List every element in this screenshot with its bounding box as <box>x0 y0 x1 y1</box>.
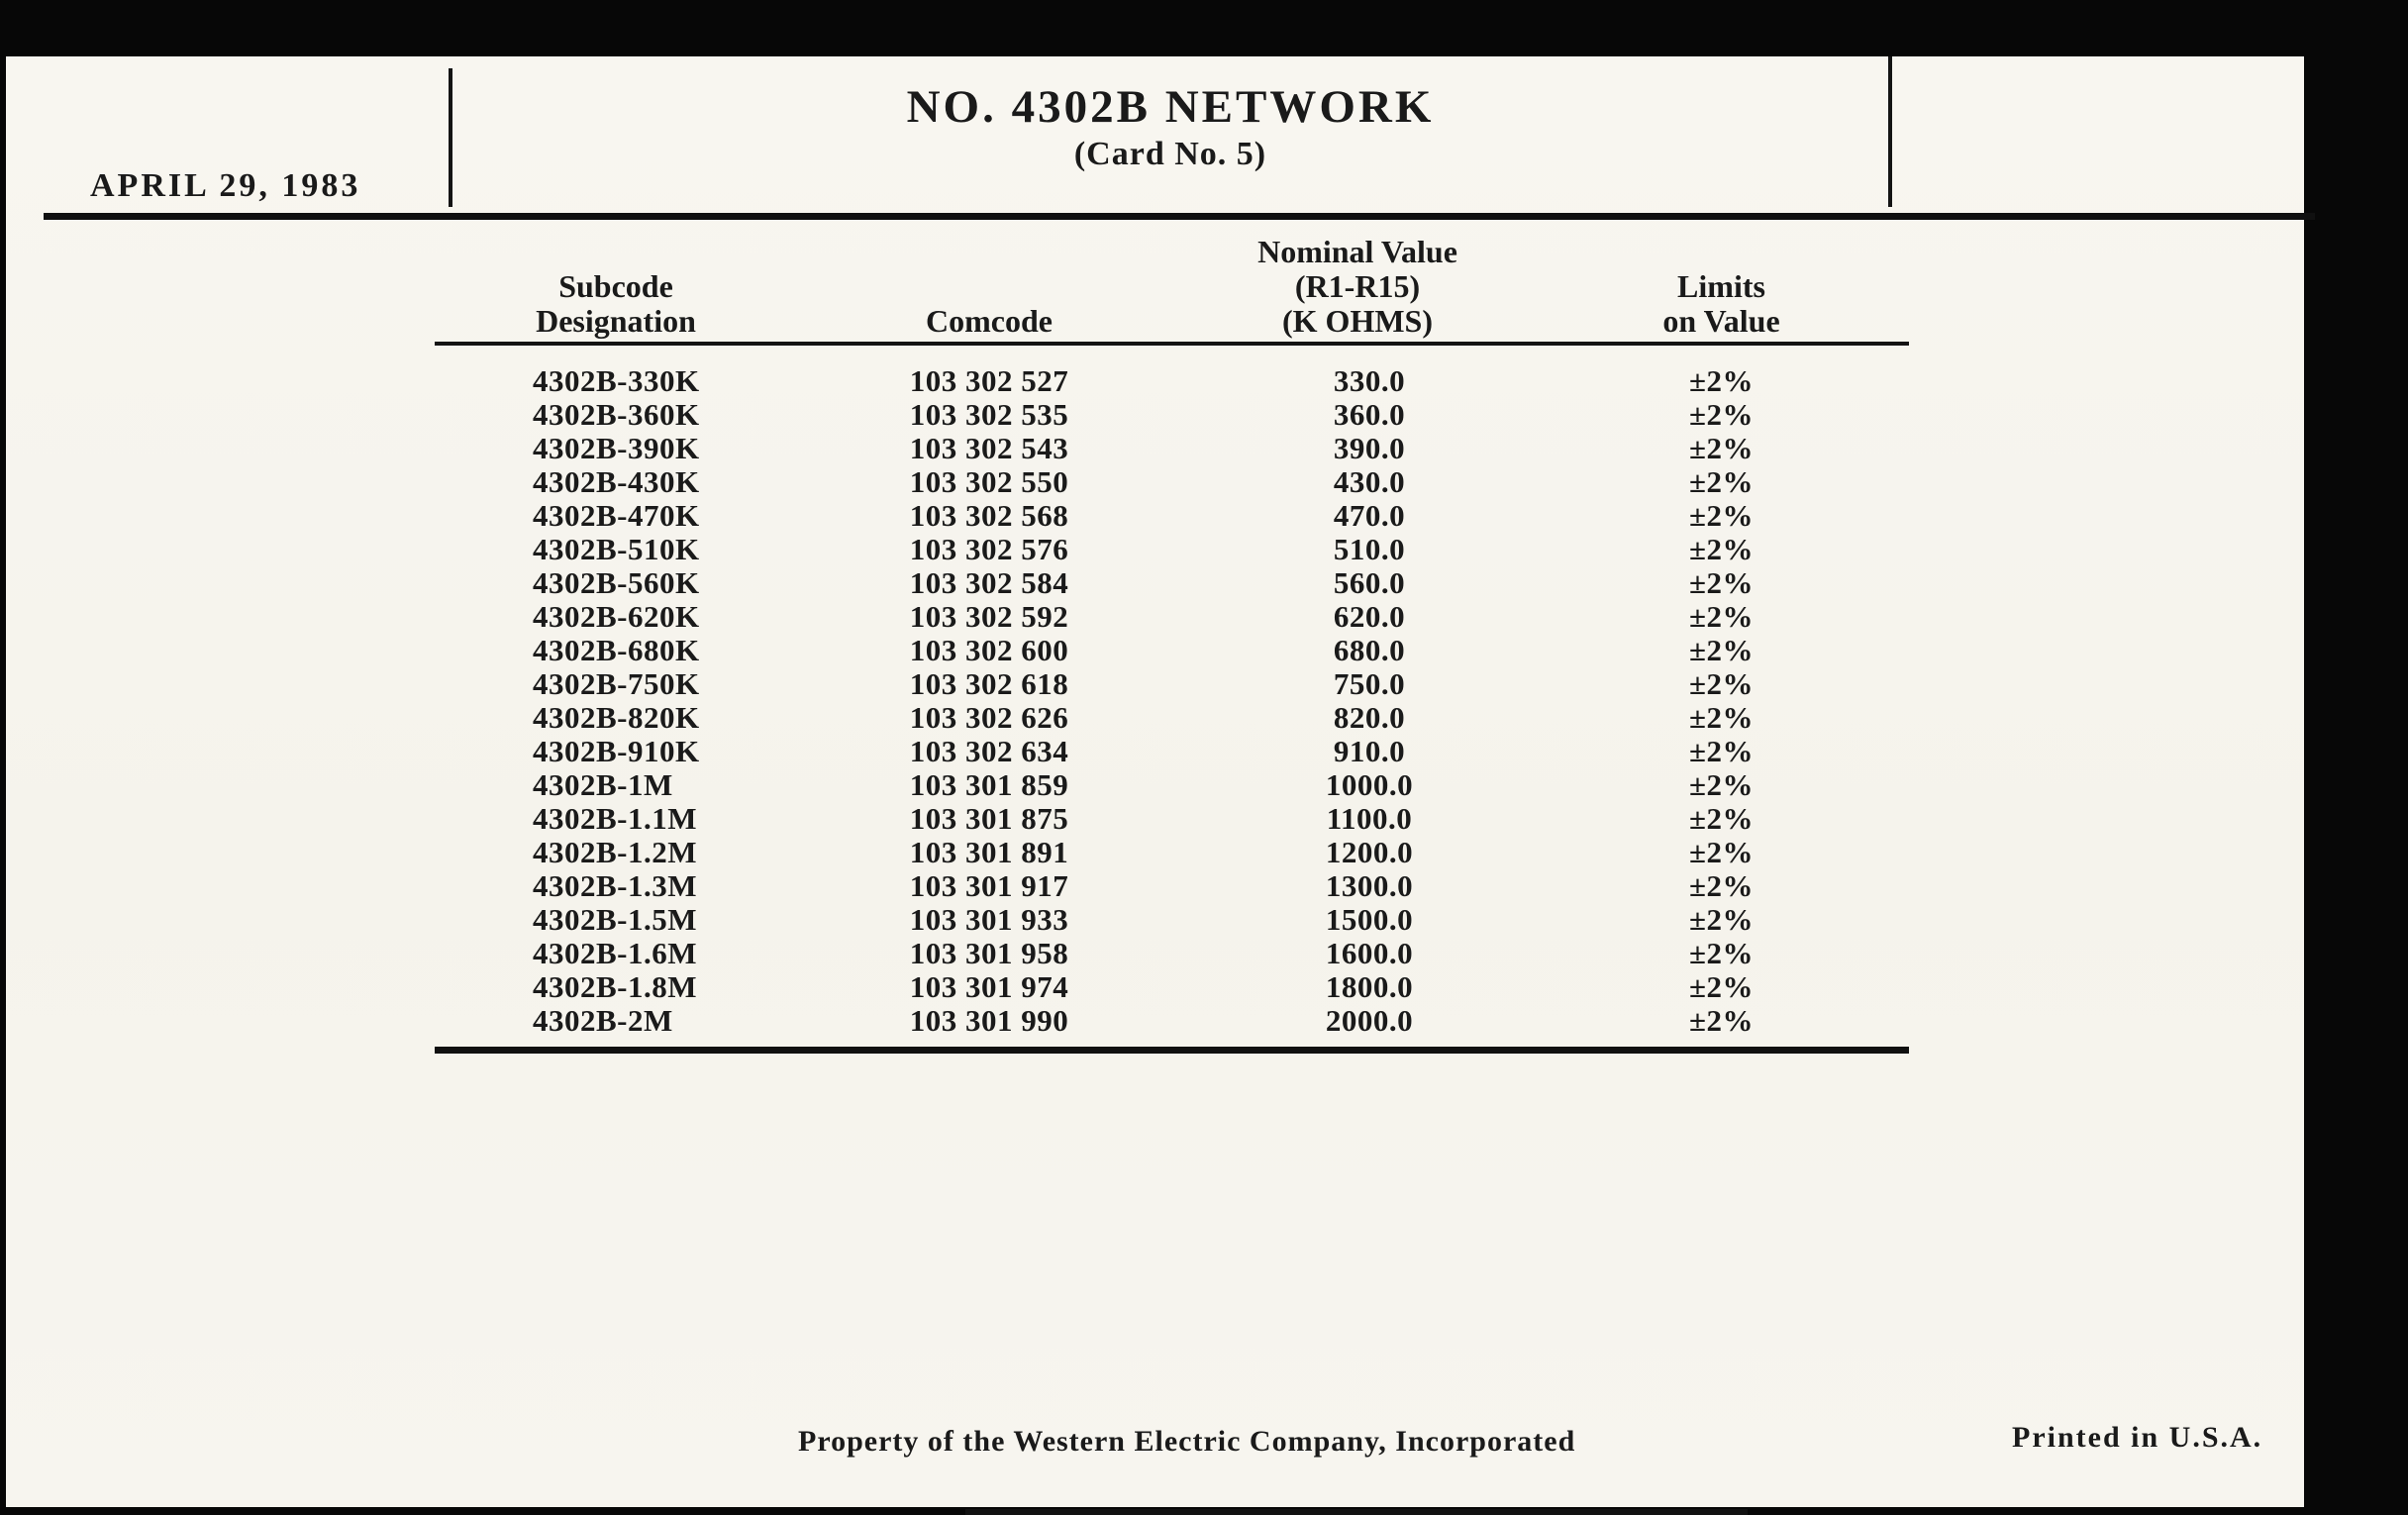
table-cell-nominal: 510.0 <box>1333 532 1406 566</box>
table-cell-limits: ±2% <box>1688 801 1754 836</box>
table-cell-nominal: 1800.0 <box>1325 969 1414 1004</box>
table-cell-subcode: 4302B-330K <box>533 363 700 398</box>
table-row <box>435 364 1909 398</box>
table-cell-subcode: 4302B-820K <box>533 700 700 735</box>
column-header-nominal-value <box>1181 235 1534 339</box>
table-row <box>435 836 1909 869</box>
table-cell-comcode: 103 302 576 <box>909 532 1069 566</box>
table-cell-subcode: 4302B-1.1M <box>533 801 698 836</box>
table-row <box>435 701 1909 735</box>
table-cell-nominal: 1500.0 <box>1325 902 1414 937</box>
table-cell-nominal: 750.0 <box>1333 666 1406 701</box>
table-row <box>435 1004 1909 1038</box>
table-cell-subcode: 4302B-910K <box>533 734 700 768</box>
table-cell-subcode: 4302B-560K <box>533 565 700 600</box>
table-cell-subcode: 4302B-360K <box>533 397 700 432</box>
table-cell-comcode: 103 302 584 <box>909 565 1069 600</box>
table-cell-comcode: 103 302 527 <box>909 363 1069 398</box>
table-cell-comcode: 103 301 974 <box>909 969 1069 1004</box>
table-cell-limits: ±2% <box>1688 599 1754 634</box>
table-cell-nominal: 910.0 <box>1333 734 1406 768</box>
table-cell-comcode: 103 301 891 <box>909 835 1069 869</box>
header-rule <box>44 213 2315 220</box>
table-cell-limits: ±2% <box>1688 969 1754 1004</box>
table-cell-subcode: 4302B-390K <box>533 431 700 465</box>
table-cell-limits: ±2% <box>1688 868 1754 903</box>
table-cell-subcode: 4302B-510K <box>533 532 700 566</box>
table-cell-comcode: 103 302 600 <box>909 633 1069 667</box>
table-cell-comcode: 103 301 875 <box>909 801 1069 836</box>
table-cell-limits: ±2% <box>1688 666 1754 701</box>
table-cell-limits: ±2% <box>1688 767 1754 802</box>
paper-card <box>6 56 2304 1507</box>
table-cell-comcode: 103 301 990 <box>909 1003 1069 1038</box>
table-row <box>435 937 1909 970</box>
table-cell-comcode: 103 302 618 <box>909 666 1069 701</box>
table-row <box>435 903 1909 937</box>
table-cell-limits: ±2% <box>1688 464 1754 499</box>
table-cell-limits: ±2% <box>1688 431 1754 465</box>
table-cell-comcode: 103 302 550 <box>909 464 1069 499</box>
table-bottom-rule <box>435 1047 1909 1054</box>
column-header-line: Nominal Value <box>1257 234 1457 269</box>
table-row <box>435 869 1909 903</box>
table-header-row <box>435 235 1909 346</box>
table-cell-limits: ±2% <box>1688 565 1754 600</box>
header-date: APRIL 29, 1983 <box>90 167 361 204</box>
table-cell-limits: ±2% <box>1688 397 1754 432</box>
table-cell-subcode: 4302B-470K <box>533 498 700 533</box>
table-cell-limits: ±2% <box>1688 633 1754 667</box>
table-cell-limits: ±2% <box>1688 936 1754 970</box>
column-header-line: Comcode <box>926 303 1053 339</box>
table-cell-nominal: 470.0 <box>1333 498 1406 533</box>
table-cell-nominal: 360.0 <box>1333 397 1406 432</box>
table-row <box>435 768 1909 802</box>
table-cell-comcode: 103 302 543 <box>909 431 1069 465</box>
table-cell-subcode: 4302B-2M <box>533 1003 673 1038</box>
table-cell-subcode: 4302B-1.6M <box>533 936 698 970</box>
network-value-table <box>435 235 1909 1054</box>
table-cell-nominal: 620.0 <box>1333 599 1406 634</box>
table-cell-comcode: 103 302 634 <box>909 734 1069 768</box>
table-cell-limits: ±2% <box>1688 700 1754 735</box>
column-header-line: Limits <box>1677 268 1765 304</box>
table-row <box>435 465 1909 499</box>
table-cell-comcode: 103 301 958 <box>909 936 1069 970</box>
table-cell-subcode: 4302B-680K <box>533 633 700 667</box>
table-row <box>435 533 1909 566</box>
table-row <box>435 735 1909 768</box>
table-cell-limits: ±2% <box>1688 498 1754 533</box>
column-header-line: Subcode <box>558 268 673 304</box>
table-cell-nominal: 1300.0 <box>1325 868 1414 903</box>
table-cell-comcode: 103 302 535 <box>909 397 1069 432</box>
table-cell-subcode: 4302B-1.8M <box>533 969 698 1004</box>
table-cell-subcode: 4302B-1.3M <box>533 868 698 903</box>
table-row <box>435 566 1909 600</box>
page-title: NO. 4302B NETWORK <box>906 81 1435 133</box>
column-header-line: (R1-R15) <box>1294 268 1421 304</box>
table-row <box>435 432 1909 465</box>
table-cell-comcode: 103 302 592 <box>909 599 1069 634</box>
table-cell-limits: ±2% <box>1688 532 1754 566</box>
footer-property-notice: Property of the Western Electric Company, Incorporated <box>798 1425 1576 1458</box>
table-cell-comcode: 103 301 859 <box>909 767 1069 802</box>
table-row <box>435 499 1909 533</box>
table-cell-nominal: 1600.0 <box>1325 936 1414 970</box>
footer-printed-notice: Printed in U.S.A. <box>2012 1421 2263 1454</box>
table-row <box>435 802 1909 836</box>
table-row <box>435 970 1909 1004</box>
column-header-line: Designation <box>536 303 696 339</box>
table-cell-nominal: 2000.0 <box>1325 1003 1414 1038</box>
table-cell-subcode: 4302B-1.5M <box>533 902 698 937</box>
column-header-line: on Value <box>1662 303 1780 339</box>
table-cell-limits: ±2% <box>1688 1003 1754 1038</box>
column-header-line: (K OHMS) <box>1282 303 1433 339</box>
header-title-block <box>449 80 1892 173</box>
table-cell-nominal: 330.0 <box>1333 363 1406 398</box>
scan-artifact-strip <box>965 1509 1748 1515</box>
table-body <box>435 346 1909 1038</box>
table-row <box>435 634 1909 667</box>
table-cell-subcode: 4302B-1.2M <box>533 835 698 869</box>
table-cell-subcode: 4302B-1M <box>533 767 673 802</box>
table-cell-comcode: 103 301 917 <box>909 868 1069 903</box>
table-cell-nominal: 390.0 <box>1333 431 1406 465</box>
table-cell-subcode: 4302B-430K <box>533 464 700 499</box>
page-subtitle: (Card No. 5) <box>1073 136 1267 172</box>
table-cell-limits: ±2% <box>1688 363 1754 398</box>
table-cell-comcode: 103 302 568 <box>909 498 1069 533</box>
table-cell-nominal: 1200.0 <box>1325 835 1414 869</box>
table-row <box>435 398 1909 432</box>
table-cell-limits: ±2% <box>1688 902 1754 937</box>
table-cell-limits: ±2% <box>1688 734 1754 768</box>
table-cell-subcode: 4302B-750K <box>533 666 700 701</box>
column-header-subcode <box>435 269 797 339</box>
table-cell-nominal: 1000.0 <box>1325 767 1414 802</box>
table-cell-comcode: 103 302 626 <box>909 700 1069 735</box>
table-cell-comcode: 103 301 933 <box>909 902 1069 937</box>
column-header-comcode <box>797 304 1181 339</box>
table-cell-nominal: 820.0 <box>1333 700 1406 735</box>
table-cell-nominal: 680.0 <box>1333 633 1406 667</box>
table-cell-nominal: 1100.0 <box>1326 801 1413 836</box>
table-cell-limits: ±2% <box>1688 835 1754 869</box>
table-cell-nominal: 560.0 <box>1333 565 1406 600</box>
column-header-limits <box>1534 269 1909 339</box>
table-cell-nominal: 430.0 <box>1333 464 1406 499</box>
table-row <box>435 600 1909 634</box>
table-cell-subcode: 4302B-620K <box>533 599 700 634</box>
table-row <box>435 667 1909 701</box>
